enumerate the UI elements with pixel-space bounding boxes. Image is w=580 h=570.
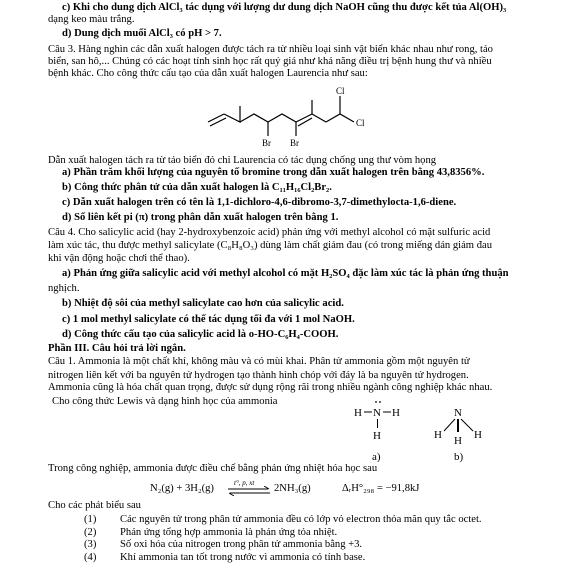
statement-number: (3) bbox=[84, 539, 97, 550]
text-line: Trong công nghiệp, ammonia được điều chế bằng phản ứng nhiệt hóa học sau bbox=[48, 463, 378, 474]
bromine-right-label: Br bbox=[290, 138, 299, 148]
laurencia-structure bbox=[200, 84, 390, 154]
statement-text: Khí ammonia tan tốt trong nước vì ammonia có tính base. bbox=[120, 551, 366, 563]
text-line: Phần III. Câu hỏi trả lời ngắn. bbox=[48, 343, 186, 354]
text-line: Cho công thức Lewis và dạng hình học của ammonia bbox=[52, 396, 278, 407]
text-line: d) Dung dịch muối AlCl₃ có pH > 7. bbox=[62, 28, 222, 39]
statement-text: Phản ứng tổng hợp ammonia là phản ứng tỏa nhiệt. bbox=[120, 526, 338, 538]
equation-lhs: N₂(g) + 3H₂(g) bbox=[150, 483, 214, 494]
statement-number: (1) bbox=[84, 514, 97, 525]
chlorine-right-label: Cl bbox=[356, 118, 365, 128]
label-a: a) bbox=[372, 451, 381, 462]
text-line: nghịch. bbox=[48, 283, 80, 294]
bromine-left-label: Br bbox=[262, 138, 271, 148]
ammonia-lewis-structure bbox=[352, 398, 402, 462]
text-line: a) Phản ứng giữa salicylic acid với methyl alcohol có mặt H₂SO₄ đặc làm xúc tác là phản ứng thuận bbox=[62, 268, 509, 279]
lewis-h-right: H bbox=[392, 407, 400, 419]
text-line: biển, san hô,... Chúng có các hoạt tính sinh học rất quý giá như khả năng điều trị bệnh hung thư và nhiều bbox=[48, 56, 492, 67]
text-line: Câu 1. Ammonia là một chất khí, không màu và có mùi khai. Phân tử ammonia gồm một nguyên tử bbox=[48, 356, 470, 367]
text-line: Dẫn xuất halogen tách ra từ tảo biển đỏ chi Laurencia có tác dụng chống ung thư vòm họng bbox=[48, 155, 437, 166]
text-line: Câu 3. Hàng nghìn các dẫn xuất halogen được tách ra từ nhiều loại sinh vật biển khác nhau như rong, tảo bbox=[48, 44, 493, 55]
equilibrium-arrow bbox=[228, 486, 272, 496]
geometry-n: N bbox=[454, 407, 462, 419]
text-line: a) Phần trăm khối lượng của nguyên tố bromine trong dẫn xuất halogen trên bằng 43,8356%. bbox=[62, 167, 485, 178]
text-line: Câu 4. Cho salicylic acid (hay 2-hydroxybenzoic acid) phản ứng với methyl alcohol có mặt sulfuric acid bbox=[48, 227, 491, 238]
text-line: b) Nhiệt độ sôi của methyl salicylate cao hơn của salicylic acid. bbox=[62, 298, 344, 309]
text-line: bệnh khác. Cho công thức cấu tạo của dẫn xuất halogen Laurencia như sau: bbox=[48, 68, 368, 79]
text-line: khi vận động hoặc chơi thể thao). bbox=[48, 253, 190, 264]
statement-text: Số oxi hóa của nitrogen trong phân tử ammonia bằng +3. bbox=[120, 539, 363, 550]
label-b: b) bbox=[454, 451, 464, 463]
lewis-h-left: H bbox=[354, 407, 362, 419]
text-line: làm xúc tác, thu được methyl salicylate (C₈H₈O₃) dùng làm chất giảm đau (có trong miếng dán giảm đau bbox=[48, 240, 492, 251]
statement-number: (4) bbox=[84, 551, 97, 563]
text-line: b) Công thức phân tử của dẫn xuất halogen là C₁₁H₁₆Cl₂Br₂. bbox=[62, 182, 332, 193]
text-line: Cho các phát biểu sau bbox=[48, 500, 141, 511]
text-line: dạng keo màu trắng. bbox=[48, 14, 135, 25]
lewis-h-bottom: H bbox=[373, 430, 381, 442]
text-line: d) Công thức cấu tạo của salicylic acid là o-HO-C₆H₄-COOH. bbox=[62, 329, 339, 340]
text-line: Ammonia cũng là hóa chất quan trọng, được sử dụng rộng rãi trong nhiều ngành công nghiệp khác nhau. bbox=[48, 382, 493, 393]
text-line: c) Dẫn xuất halogen trên có tên là 1,1-dichloro-4,6-dibromo-3,7-dimethylocta-1,6-diene. bbox=[62, 197, 457, 208]
ammonia-geometry bbox=[428, 404, 498, 464]
text-line: d) Số liên kết pi (π) trong phân dẫn xuất halogen trên bằng 1. bbox=[62, 212, 339, 223]
reaction-equation bbox=[150, 480, 470, 498]
text-line: c) Khi cho dung dịch AlCl₃ tác dụng với lượng dư dung dịch NaOH cũng thu được kết tủa Al(OH)₃ bbox=[62, 2, 507, 13]
chlorine-top-label: Cl bbox=[336, 86, 345, 96]
text-line: nitrogen liên kết với ba nguyên tử hydrogen tạo thành hình chóp với đáy là ba nguyên tử hydrogen. bbox=[48, 370, 469, 381]
equation-conditions: t°, p, xt bbox=[234, 479, 255, 487]
geometry-h-left: H bbox=[434, 429, 442, 441]
statement-text: Các nguyên tử trong phân tử ammonia đều có lớp vỏ electron thỏa mãn quy tắc octet. bbox=[120, 514, 482, 525]
geometry-h-right: H bbox=[474, 429, 482, 441]
lewis-n: N bbox=[373, 407, 381, 419]
text-line: c) 1 mol methyl salicylate có thể tác dụng tối đa với 1 mol NaOH. bbox=[62, 314, 355, 325]
enthalpy: ΔᵣH°₂₉₈ = −91,8kJ bbox=[342, 483, 420, 494]
statement-number: (2) bbox=[84, 526, 97, 538]
equation-rhs: 2NH₃(g) bbox=[274, 483, 311, 494]
geometry-h-bottom: H bbox=[454, 435, 462, 447]
